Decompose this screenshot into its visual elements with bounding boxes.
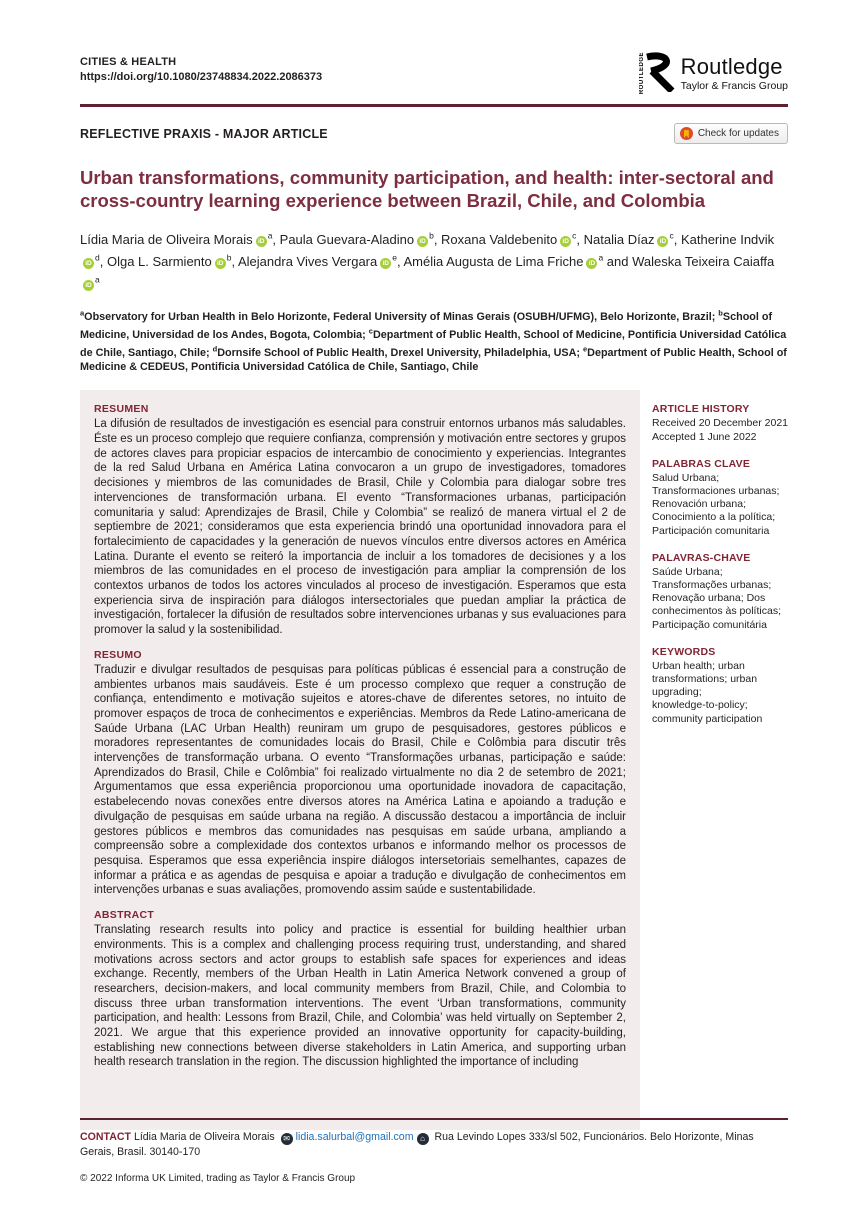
palabras-clave-section	[652, 458, 788, 538]
affiliation-superscript: d	[212, 344, 218, 354]
orcid-icon[interactable]: iD	[657, 236, 668, 247]
abstract-heading: ABSTRACT	[94, 909, 155, 922]
palabras-clave-line: Renovación urbana;	[652, 498, 746, 511]
publisher-tagline: Taylor & Francis Group	[680, 80, 788, 93]
page-header	[80, 52, 788, 95]
contact-email-link[interactable]: lidia.salurbal@gmail.com	[295, 1131, 414, 1143]
author-name: Waleska Teixeira Caiaffa	[632, 253, 775, 269]
author-affiliation-superscript: c	[572, 230, 577, 241]
contact-label: CONTACT	[80, 1131, 131, 1143]
address-icon: ⌂	[417, 1133, 429, 1145]
resumo-section	[94, 649, 626, 898]
contact-address: Rua Levindo Lopes 333/sl 502, Funcionários. Belo Horizonte, Minas Gerais, Brasil. 30140-170	[80, 1131, 754, 1158]
affiliation-superscript: a	[80, 308, 85, 318]
keywords-line: community participation	[652, 712, 763, 725]
affiliation	[80, 308, 719, 323]
palabras-clave-line: Participación comunitaria	[652, 524, 770, 537]
author-affiliation-superscript: d	[95, 252, 100, 263]
palabras-clave-line: Transformaciones urbanas;	[652, 484, 780, 497]
resumen-heading: RESUMEN	[94, 403, 149, 416]
palabras-clave-heading: PALABRAS CLAVE	[652, 457, 751, 470]
palabras-clave-line: Salud Urbana;	[652, 471, 720, 484]
journal-name: CITIES & HEALTH	[80, 56, 177, 68]
keywords-lines	[652, 660, 788, 726]
author	[584, 232, 681, 247]
author-affiliation-superscript: c	[669, 230, 674, 241]
author-name: Lídia Maria de Oliveira Morais	[80, 231, 253, 247]
affiliation-text: Department of Public Health, School of Medicine & CEDEUS, Pontificia Universidad Católica de Chile, Santiago, Chile	[80, 347, 787, 373]
publisher-wordmark	[681, 54, 788, 92]
author-affiliation-superscript: a	[598, 252, 604, 263]
palavras-chave-heading: PALAVRAS-CHAVE	[652, 551, 751, 564]
palavras-chave-section	[652, 552, 788, 632]
article-history-lines	[652, 417, 788, 443]
affiliation	[212, 344, 583, 360]
resumen-section	[94, 403, 626, 638]
author-separator: ,	[231, 253, 238, 269]
resumo-heading: RESUMO	[94, 648, 142, 661]
keywords-line: transformations; urban	[652, 672, 758, 685]
author-name: Natalia Díaz	[583, 231, 655, 247]
journal-block	[80, 56, 322, 83]
author-affiliation-superscript: b	[226, 252, 232, 263]
author-separator: ,	[673, 231, 681, 247]
orcid-icon[interactable]: iD	[417, 236, 428, 247]
resumo-text: Traduzir e divulgar resultados de pesquisas para políticas públicas é essencial para a construção de ambientes urbanos mais saudáveis. Este é um processo complexo que requer a construção de confiança, entendimento e motivação sujeitos e atores-chave de diferentes setores, no intuito de promover espaços de troca de conhecimentos e experiências. Membros da Rede Latino-americana de Saúde Urbana (LAC Urban Health) reuniram um grupo de pesquisadores, gestores públicos e moradores representantes de comunidades locais do Brasil, Chile e Colômbia para discutir três intervenções de transformação urbana. O evento “Transformações urbanas, participação e saúde: Aprendizados do Brasil, Chile e Colômbia” foi realizado virtualmente no dia 2 de setembro de 2021; Argumentamos que essa experiência proporcionou uma oportunidade inovadora de capacitação, estabelecendo novas conexões entre diversos atores na América Latina e apoiando a tradução e divulgação de pesquisas em saúde urbana na região. A discussão destacou a importância de incluir gestores públicos e membros das comunidades nas pesquisas em saúde urbana, ampliando a compreensão sobre a complexidade dos contextos urbanos e informando melhor os processos de pesquisa. Esperamos que essa experiência inspire diálogos intersetoriais semelhantes, capazes de informar a prática e as agendas de pesquisa e apoiar a tradução e divulgação de conhecimentos em intervenções urbanas e suas avaliações, promovendo assim saúde e sustentabilidade.	[94, 663, 626, 897]
palavras-chave-line: Participação comunitária	[652, 618, 767, 631]
affiliation-text: Observatory for Urban Health in Belo Horizonte, Federal University of Minas Gerais (OSUBH/UFMG), Belo Horizonte, Brazil;	[84, 310, 719, 323]
author-separator: ,	[576, 231, 584, 247]
author-separator: ,	[396, 253, 404, 269]
publisher-name: Routledge	[680, 54, 783, 80]
abstract-box	[80, 390, 640, 1130]
author	[80, 232, 280, 247]
routledge-vertical-text: ROUTLEDGE	[638, 52, 645, 95]
palavras-chave-line: Renovação urbana; Dos	[652, 592, 766, 605]
author	[280, 232, 441, 247]
orcid-icon[interactable]: iD	[215, 258, 226, 269]
article-history-heading: ARTICLE HISTORY	[652, 403, 750, 416]
affiliation-text: School of Medicine, Universidad de los Andes, Bogota, Colombia;	[80, 310, 773, 341]
keywords-line: upgrading;	[652, 686, 702, 699]
author-list	[80, 226, 788, 293]
author-affiliation-superscript: b	[429, 230, 434, 241]
author-affiliation-superscript: a	[267, 230, 273, 241]
article-history-line: Accepted 1 June 2022	[652, 430, 757, 443]
author-separator: ,	[433, 231, 442, 247]
author	[404, 254, 633, 269]
palavras-chave-line: Transformações urbanas;	[652, 578, 772, 591]
keywords-line: Urban health; urban	[652, 659, 745, 672]
author-name: Olga L. Sarmiento	[106, 253, 212, 269]
author-name: Paula Guevara-Aladino	[279, 231, 415, 247]
orcid-icon[interactable]: iD	[83, 280, 94, 291]
abstract-text: Translating research results into policy and practice is essential for building healthier urban environments. This is a complex and challenging process requiring trust, understanding, and shared motivations across sectors and actor groups to establish safe spaces for experiences and ideas exchange. Recently, members of the Urban Health in Latin America Network convened a group of researchers, decision-makers, and local community members from Brazil, Chile, and Colombia to discuss three urban transformation interventions. The event ‘Urban transformations, community participation, and health: Lessons from Brazil, Chile, and Colombia’ was held virtually on September 2, 2021. We argue that this experience provided an innovative opportunity for capacity-building, establishing new connections between diverse stakeholders in Latin America, and supporting urban health research translation in the region. The discussion highlighted the importance of including	[94, 924, 626, 1069]
crossmark-icon	[680, 127, 693, 140]
keywords-section	[652, 646, 788, 726]
palabras-clave-lines	[652, 472, 788, 538]
author-affiliation-superscript: a	[95, 274, 100, 285]
abstract-section	[94, 909, 626, 1070]
header-divider	[80, 104, 788, 107]
orcid-icon[interactable]: iD	[560, 236, 571, 247]
affiliation-superscript: e	[582, 344, 588, 354]
article-type: REFLECTIVE PRAXIS - MAJOR ARTICLE	[80, 126, 328, 141]
affiliation-text: Department of Public Health, School of Medicine, Pontificia Universidad Católica de Chile, Santiago, Chile;	[80, 328, 787, 360]
page-footer	[80, 1118, 788, 1184]
affiliation-superscript: b	[718, 308, 723, 318]
routledge-logo-mark-icon	[639, 52, 675, 94]
palavras-chave-line: conhecimentos às políticas;	[652, 605, 781, 618]
article-history-section	[652, 403, 788, 443]
routledge-logo	[639, 52, 788, 94]
article-title: Urban transformations, community participation, and health: inter-sectoral and cross-country learning experience between Brazil, Chile, and Colombia	[80, 167, 774, 212]
affiliations	[80, 306, 788, 374]
author-name: Katherine Indvik	[680, 231, 775, 247]
orcid-icon[interactable]: iD	[83, 258, 94, 269]
author	[238, 254, 404, 269]
resumen-text: La difusión de resultados de investigación es esencial para construir entornos urbanos más saludables. Éste es un proceso complejo que requiere confianza, comprensión y motivación entre sectores y grupos de actores claves para propiciar espacios de intercambio de conocimiento y experiencias. Integrantes de la red Salud Urbana en América Latina convocaron a un grupo de investigadores, tomadores decisiones y miembros de las comunidades de Brasil, Chile y Colombia para dialogar sobre tres intervenciones de transformación urbana. El evento “Transformaciones urbanas, participación comunitaria y salud: Aprendizajes de Brasil, Chile y Colombia” se realizó de manera virtual el 2 de septiembre de 2021; consideramos que esta experiencia brindó una oportunidad innovadora para el fortalecimiento de capacidades y la generación de nuevos vínculos entre diversos actores en América Latina. Durante el evento se reiteró la importancia de incluir a los tomadores de decisiones y a los miembros de las comunidades en el proceso de investigación para ampliar la comprensión de los contextos urbanos de todos los actores vinculados al proceso de investigación. Esperamos que esta experiencia sirva de inspiración para diálogos intersectoriales que puedan ampliar la práctica de investigación, fortalecer la difusión de resultados sobre intervenciones urbanas y sus evaluaciones para promover la salud y la sostenibilidad.	[94, 418, 626, 637]
check-for-updates-button[interactable]	[674, 123, 788, 144]
palavras-chave-line: Saúde Urbana;	[652, 565, 723, 578]
palavras-chave-lines	[652, 566, 788, 632]
author-affiliation-superscript: e	[392, 252, 397, 263]
author	[441, 232, 584, 247]
palabras-clave-line: Conocimiento a la política;	[652, 511, 776, 524]
email-icon: ✉	[281, 1133, 293, 1145]
orcid-icon[interactable]: iD	[256, 236, 267, 247]
metadata-sidebar	[652, 390, 788, 1130]
author-separator: and	[603, 253, 633, 269]
footer-divider	[80, 1118, 788, 1120]
keywords-heading: KEYWORDS	[652, 645, 716, 658]
author-name: Roxana Valdebenito	[441, 231, 558, 247]
orcid-icon[interactable]: iD	[586, 258, 597, 269]
contact-name: Lídia Maria de Oliveira Morais	[131, 1131, 278, 1143]
author-name: Alejandra Vives Vergara	[238, 253, 378, 269]
affiliation-text: Dornsife School of Public Health, Drexel University, Philadelphia, USA;	[217, 347, 583, 360]
check-for-updates-label: Check for updates	[697, 128, 779, 140]
affiliation-superscript: c	[368, 326, 373, 336]
keywords-line: knowledge-to-policy;	[652, 699, 748, 712]
orcid-icon[interactable]: iD	[380, 258, 391, 269]
routledge-r-icon	[645, 52, 675, 92]
doi-link[interactable]: https://doi.org/10.1080/23748834.2022.2086373	[80, 71, 323, 83]
author-separator: ,	[99, 253, 107, 269]
copyright-line: © 2022 Informa UK Limited, trading as Taylor & Francis Group	[80, 1172, 356, 1184]
author-name: Amélia Augusta de Lima Friche	[403, 253, 584, 269]
contact-block	[80, 1130, 788, 1160]
author-separator: ,	[272, 231, 280, 247]
article-history-line: Received 20 December 2021	[652, 417, 788, 430]
author	[107, 254, 238, 269]
